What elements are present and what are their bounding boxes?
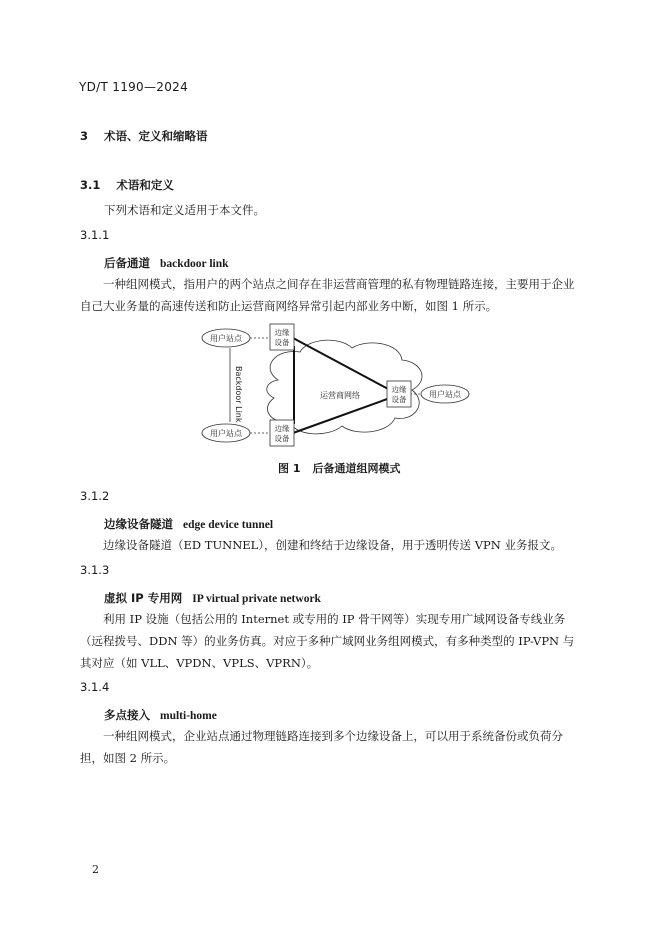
- term-3-1-2-cn: 边缘设备隧道: [104, 517, 173, 531]
- term-3-1-1-number: 3.1.1: [80, 228, 110, 242]
- figure-1-caption-label: 图 1: [278, 462, 301, 475]
- svg-text:设备: 设备: [274, 434, 290, 443]
- backdoor-link-label: Backdoor Link: [234, 366, 243, 423]
- term-3-1-3-definition: 利用 IP 设施（包括公用的 Internet 或专用的 IP 骨干网等）实现专用广域网设备专线业务（远程拨号、DDN 等）的业务仿真。对应于多种广域网业务组网模式，有多种类型的 IP-VPN 与其对应（如 VLL、VPDN、VPLS、VPRN）。: [80, 612, 575, 670]
- term-3-1-3-number: 3.1.3: [80, 563, 110, 577]
- figure-1-caption: [278, 460, 400, 476]
- user-site-bottom: [202, 424, 250, 442]
- section-3-1-heading: [80, 177, 174, 193]
- term-3-1-1-definition: 一种组网模式，指用户的两个站点之间存在非运营商管理的私有物理链路连接，主要用于企业自己大业务量的高速传送和防止运营商网络异常引起内部业务中断，如图 1 所示。: [80, 277, 575, 313]
- user-site-top: [202, 329, 250, 347]
- term-3-1-1-en: backdoor link: [160, 258, 229, 270]
- term-3-1-4-title: [104, 707, 217, 723]
- section-3-1-number: 3.1: [80, 178, 101, 192]
- term-3-1-4-number: 3.1.4: [80, 680, 110, 694]
- section-3-title: 术语、定义和缩略语: [104, 129, 208, 143]
- term-3-1-4-cn: 多点接入: [104, 708, 150, 722]
- term-3-1-2-title: [104, 516, 273, 532]
- svg-text:设备: 设备: [274, 338, 290, 347]
- term-3-1-2-en: edge device tunnel: [183, 519, 274, 531]
- svg-text:用户站点: 用户站点: [210, 429, 242, 438]
- section-3-1-title: 术语和定义: [116, 178, 174, 192]
- term-3-1-2-number: 3.1.2: [80, 489, 110, 503]
- edge-device-bottom: [270, 420, 294, 446]
- section-3-heading: [80, 128, 208, 144]
- svg-text:边缘: 边缘: [274, 328, 290, 337]
- svg-text:用户站点: 用户站点: [210, 334, 242, 343]
- svg-text:设备: 设备: [391, 395, 407, 404]
- term-3-1-1-cn: 后备通道: [104, 256, 150, 270]
- carrier-network-label: 运营商网络: [320, 391, 360, 400]
- term-3-1-4-definition: 一种组网模式，企业站点通过物理链路连接到多个边缘设备上，可以用于系统备份或负荷分担，如图 2 所示。: [80, 729, 563, 765]
- term-3-1-1-title: [104, 255, 229, 271]
- user-site-right: [421, 385, 469, 403]
- term-3-1-3-en: IP virtual private network: [192, 593, 321, 605]
- section-3-number: 3: [80, 129, 89, 143]
- figure-1-caption-title: 后备通道组网模式: [312, 462, 401, 475]
- edge-device-top: [270, 324, 294, 350]
- term-3-1-3-cn: 虚拟 IP 专用网: [104, 591, 183, 605]
- term-3-1-3-title: [104, 590, 321, 606]
- figure-1-diagram: [190, 318, 490, 456]
- document-code: YD/T 1190—2024: [79, 80, 189, 94]
- intro-text: 下列术语和定义适用于本文件。: [104, 203, 265, 217]
- term-3-1-4-en: multi-home: [160, 710, 217, 722]
- page-number: 2: [92, 863, 99, 876]
- svg-text:边缘: 边缘: [274, 424, 290, 433]
- term-3-1-2-definition: 边缘设备隧道（ED TUNNEL），创建和终结于边缘设备，用于透明传送 VPN 业务报文。: [103, 538, 562, 552]
- svg-text:用户站点: 用户站点: [429, 390, 461, 399]
- edge-device-right: [387, 381, 411, 407]
- svg-text:边缘: 边缘: [391, 385, 407, 394]
